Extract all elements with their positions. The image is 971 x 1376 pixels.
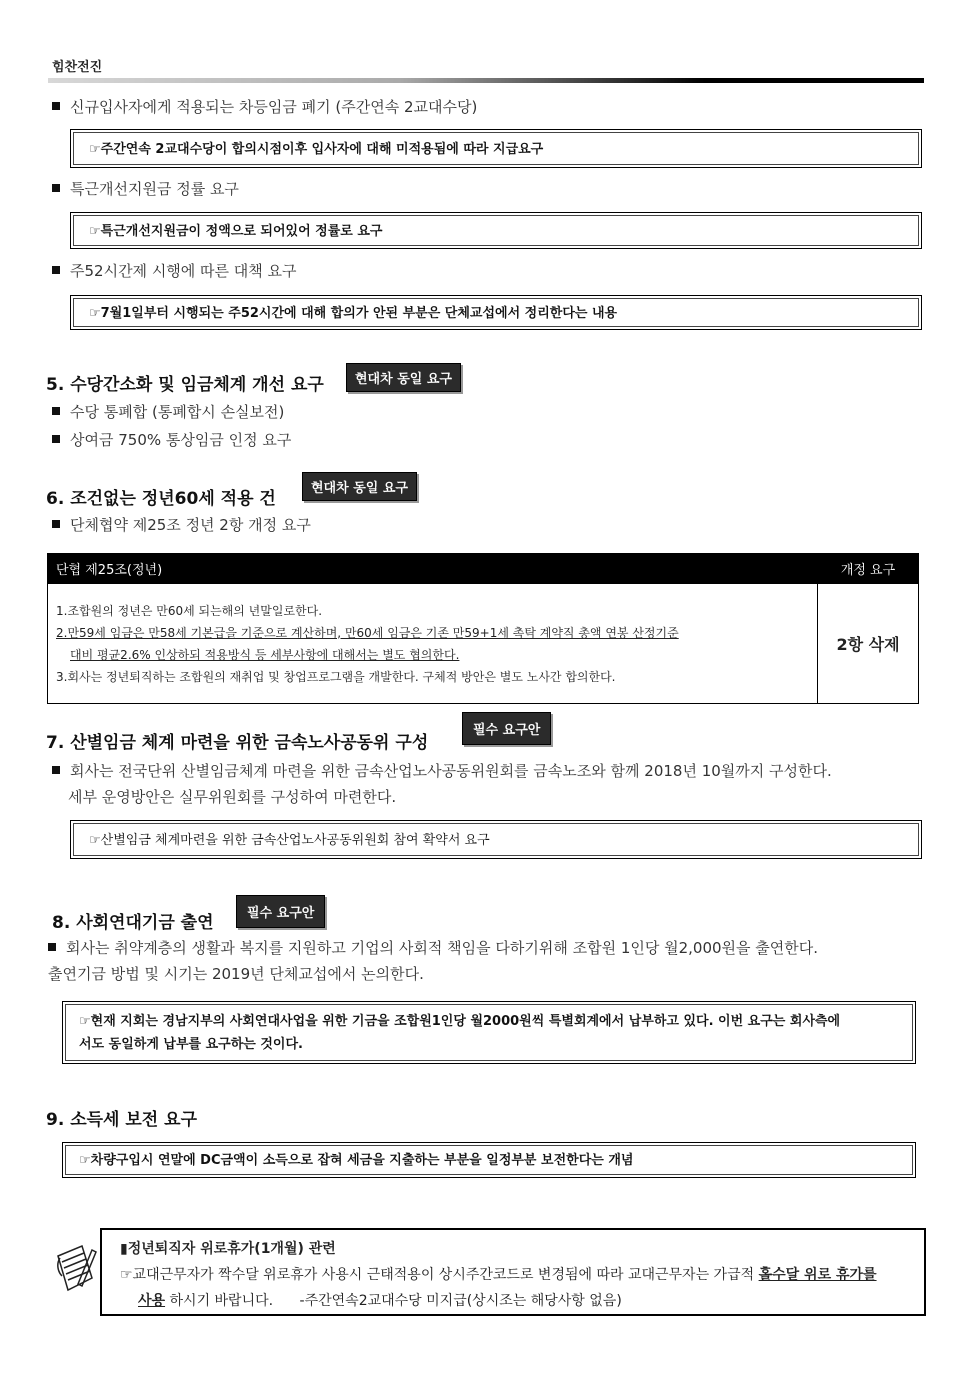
table-cell-article: 1.조합원의 정년은 만60세 되는해의 년말일로한다. 2.만59세 임금은 만58세 기본급을 기준으로 계산하며, 만60세 임금은 기존 만59+1세 촉탁 계약직 총액 연봉 산정기준 대비 평균2.6% 인상하되 적용방식 등 세부사항에 대해서는 별도 협의한다. 3.회사는 정년퇴직하는 조합원의 재취업 및 창업프로그램을 개발한다. 구체적 방안은 별도 노사간 합의한다. bbox=[48, 584, 818, 704]
note-box: ☞산별임금 체계마련을 위한 금속산업노사공동위원회 참여 확약서 요구 bbox=[70, 820, 922, 859]
note-box: ☞7월1일부터 시행되는 주52시간에 대해 합의가 안된 부분은 단체교섭에서 정리한다는 내용 bbox=[70, 295, 922, 330]
note-box: ☞특근개선지원금이 정액으로 되어있어 정률로 요구 bbox=[70, 212, 922, 249]
page-header: 힘찬전진 bbox=[52, 60, 103, 75]
table-cell-change: 2항 삭제 bbox=[818, 584, 919, 704]
paragraph: 회사는 전국단위 산별임금체계 마련을 위한 금속산업노사공동위원회를 금속노조와 함께 2018년 10월까지 구성한다. 세부 운영방안은 실무위원회를 구성하여 마련한다. bbox=[52, 758, 920, 810]
section-title: 9. 소득세 보전 요구 bbox=[46, 1110, 197, 1130]
square-bullet-icon bbox=[52, 184, 60, 192]
bullet-item: 특근개선지원금 정률 요구 bbox=[52, 179, 239, 199]
note-box: ☞현재 지회는 경남지부의 사회연대사업을 위한 기금을 조합원1인당 월2000원씩 특별회계에서 납부하고 있다. 이번 요구는 회사측에 서도 동일하게 납부를 요구하는 것이다. bbox=[62, 1001, 916, 1064]
square-bullet-icon bbox=[52, 266, 60, 274]
square-bullet-icon bbox=[52, 766, 60, 774]
section-title: 5. 수당간소화 및 임금체계 개선 요구 bbox=[46, 375, 324, 395]
paragraph: 회사는 취약계층의 생활과 복지를 지원하고 기업의 사회적 책임을 다하기위해 조합원 1인당 월2,000원을 출연한다. 출연기금 방법 및 시기는 2019년 단체교섭에서 논의한다. bbox=[48, 939, 819, 983]
table-header-article: 단협 제25조(정년) bbox=[48, 554, 818, 584]
requirement-tag: 현대차 동일 요구 bbox=[302, 472, 417, 501]
bullet-item: 주52시간제 시행에 따른 대책 요구 bbox=[52, 261, 297, 281]
square-bullet-icon bbox=[52, 435, 60, 443]
table-header-change: 개정 요구 bbox=[818, 554, 919, 584]
note-box: ☞주간연속 2교대수당이 합의시점이후 입사자에 대해 미적용됨에 따라 지급요구 bbox=[70, 129, 922, 168]
notepad-pen-icon bbox=[52, 1238, 98, 1298]
header-rule bbox=[48, 78, 924, 83]
square-bullet-icon bbox=[52, 407, 60, 415]
note-box: ☞차량구입시 연말에 DC금액이 소득으로 잡혀 세금을 지출하는 부분을 일정부분 보전한다는 개념 bbox=[62, 1142, 916, 1178]
bullet-item: 수당 통폐합 (통폐합시 손실보전) bbox=[52, 402, 284, 422]
section-title: 6. 조건없는 정년60세 적용 건 bbox=[46, 489, 276, 509]
notice-title: ▮정년퇴직자 위로휴가(1개월) 관련 bbox=[120, 1241, 336, 1257]
requirement-tag: 필수 요구안 bbox=[236, 895, 325, 928]
requirement-tag: 현대차 동일 요구 bbox=[346, 363, 461, 392]
bullet-item: 신규입사자에게 적용되는 차등임금 폐기 (주간연속 2교대수당) bbox=[52, 97, 477, 117]
section-title: 8. 사회연대기금 출연 bbox=[52, 913, 214, 933]
bullet-item: 상여금 750% 통상임금 인정 요구 bbox=[52, 430, 291, 450]
notice-box: ▮정년퇴직자 위로휴가(1개월) 관련 ☞교대근무자가 짝수달 위로휴가 사용시 근태적용이 상시주간코드로 변경됨에 따라 교대근무자는 가급적 홀수달 위로 휴가를 사용 하시기 바랍니다. -주간연속2교대수당 미지급(상시조는 해당사항 없음) bbox=[100, 1228, 926, 1316]
article-table bbox=[47, 553, 919, 704]
square-bullet-icon bbox=[48, 943, 56, 951]
section-title: 7. 산별임금 체계 마련을 위한 금속노사공동위 구성 bbox=[46, 733, 429, 753]
square-bullet-icon bbox=[52, 520, 60, 528]
requirement-tag: 필수 요구안 bbox=[462, 712, 551, 745]
square-bullet-icon bbox=[52, 102, 60, 110]
bullet-item: 단체협약 제25조 정년 2항 개정 요구 bbox=[52, 515, 311, 535]
